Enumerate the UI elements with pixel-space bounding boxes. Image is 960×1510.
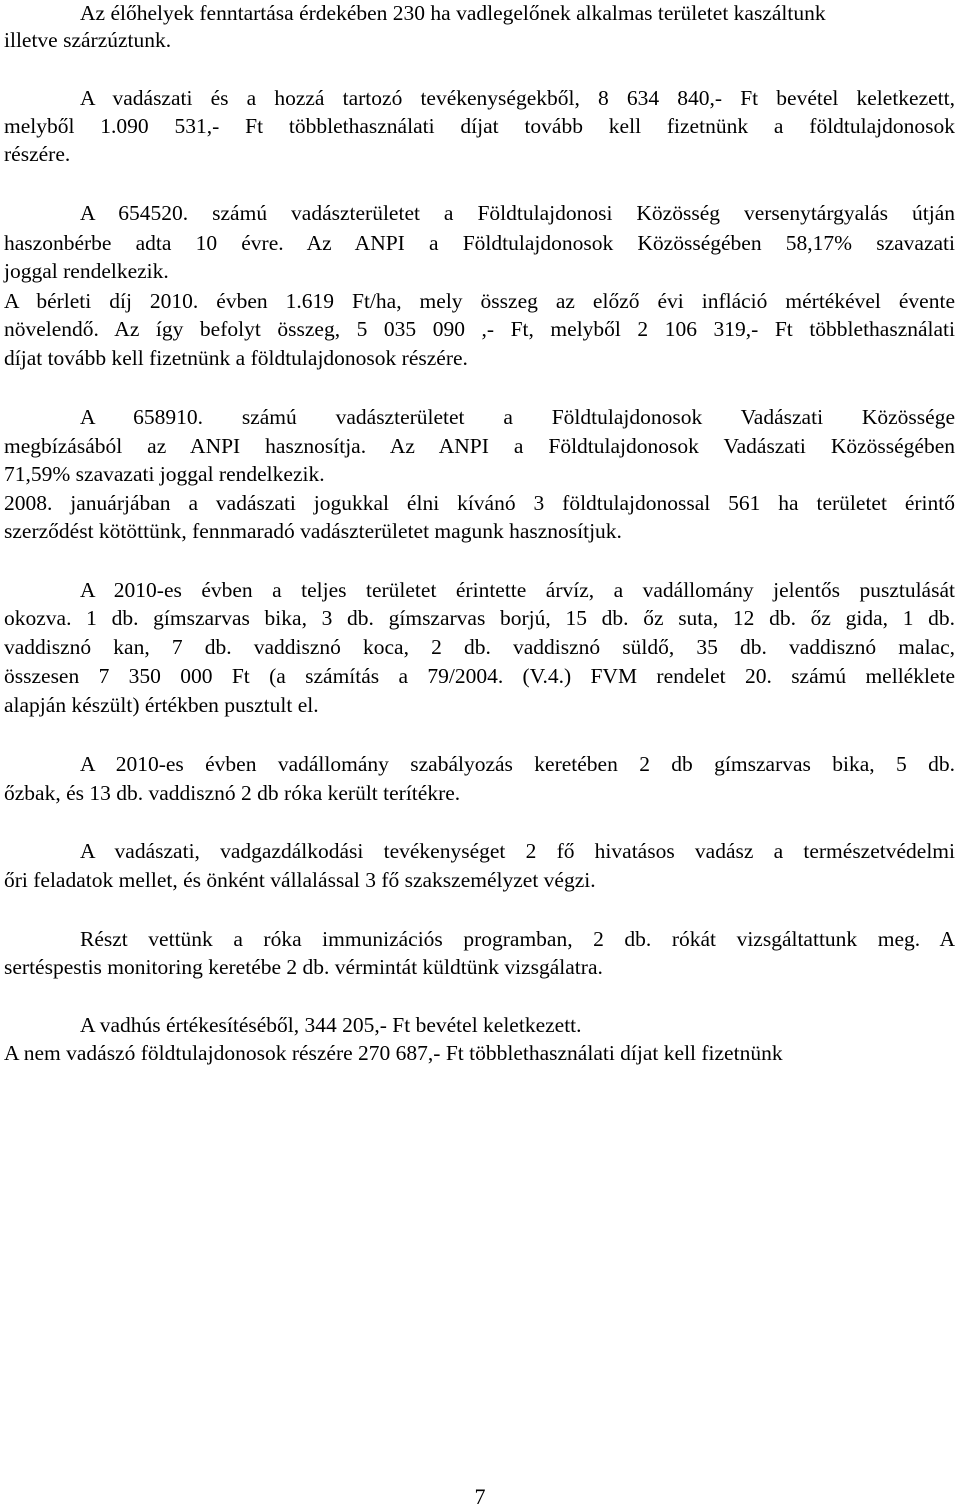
para-venison-line-1: A vadhús értékesítéséből, 344 205,- Ft bevétel keletkezett. [80, 1013, 582, 1037]
para-rent-line-1: A bérleti díj 2010. évben 1.619 Ft/ha, mely összeg az előző évi infláció mértékével évente [4, 289, 955, 313]
para-2008-line-1: 2008. januárjában a vadászati jogukkal élni kívánó 3 földtulajdonossal 561 ha területet érintő [4, 491, 955, 515]
page-number: 7 [474, 1484, 486, 1509]
para-654520-line-3: joggal rendelkezik. [4, 259, 169, 283]
para-658910-line-2: megbízásából az ANPI hasznosítja. Az ANPI a Földtulajdonosok Vadászati Közösségében [4, 434, 955, 458]
para-654520-line-2: haszonbérbe adta 10 évre. Az ANPI a Földtulajdonosok Közösségében 58,17% szavazati [4, 231, 955, 255]
para-habitat-line-1: Az élőhelyek fenntartása érdekében 230 ha vadlegelőnek alkalmas területet kaszáltunk [80, 1, 826, 25]
para-revenue-line-1: A vadászati és a hozzá tartozó tevékenységekből, 8 634 840,- Ft bevétel keletkezett, [80, 86, 955, 110]
para-regulation-line-2: őzbak, és 13 db. vaddisznó 2 db róka került terítékre. [4, 781, 461, 805]
para-venison-line-2: A nem vadászó földtulajdonosok részére 270 687,- Ft többlethasználati díjat kell fizetnünk [4, 1041, 783, 1065]
para-flood-line-4: összesen 7 350 000 Ft (a számítás a 79/2004. (V.4.) FVM rendelet 20. számú melléklete [4, 664, 955, 688]
para-rent-line-3: díjat tovább kell fizetnünk a földtulajdonosok részére. [4, 346, 468, 370]
para-rent-line-2: növelendő. Az így befolyt összeg, 5 035 090 ,- Ft, melyből 2 106 319,- Ft többlethasználati [4, 317, 955, 341]
para-staff-line-1: A vadászati, vadgazdálkodási tevékenységet 2 fő hivatásos vadász a természetvédelmi [80, 839, 955, 863]
para-flood-line-1: A 2010-es évben a teljes területet érintette árvíz, a vadállomány jelentős pusztulását [80, 578, 955, 602]
para-staff-line-2: őri feladatok mellet, és önként vállalással 3 fő szakszemélyzet végzi. [4, 868, 596, 892]
para-regulation-line-1: A 2010-es évben vadállomány szabályozás keretében 2 db gímszarvas bika, 5 db. [80, 752, 955, 776]
para-monitoring-line-1: Részt vettünk a róka immunizációs programban, 2 db. rókát vizsgáltattunk meg. A [80, 927, 955, 951]
para-658910-line-3: 71,59% szavazati joggal rendelkezik. [4, 462, 325, 486]
para-flood-line-3: vaddisznó kan, 7 db. vaddisznó koca, 2 db. vaddisznó süldő, 35 db. vaddisznó malac, [4, 635, 955, 659]
para-658910-line-1: A 658910. számú vadászterületet a Földtulajdonosok Vadászati Közössége [80, 405, 955, 429]
para-revenue-line-2: melyből 1.090 531,- Ft többlethasználati díjat tovább kell fizetnünk a földtulajdonosok [4, 114, 955, 138]
para-flood-line-5: alapján készült) értékben pusztult el. [4, 693, 319, 717]
para-revenue-line-3: részére. [4, 142, 71, 166]
para-flood-line-2: okozva. 1 db. gímszarvas bika, 3 db. gímszarvas borjú, 15 db. őz suta, 12 db. őz gida, 1 db. [4, 606, 955, 630]
para-monitoring-line-2: sertéspestis monitoring keretébe 2 db. vérmintát küldtünk vizsgálatra. [4, 955, 603, 979]
para-2008-line-2: szerződést kötöttünk, fennmaradó vadászterületet magunk hasznosítjuk. [4, 519, 622, 543]
para-654520-line-1: A 654520. számú vadászterületet a Földtulajdonosi Közösség versenytárgyalás útján [80, 201, 955, 225]
para-habitat-line-2: illetve szárzúztunk. [4, 28, 172, 52]
